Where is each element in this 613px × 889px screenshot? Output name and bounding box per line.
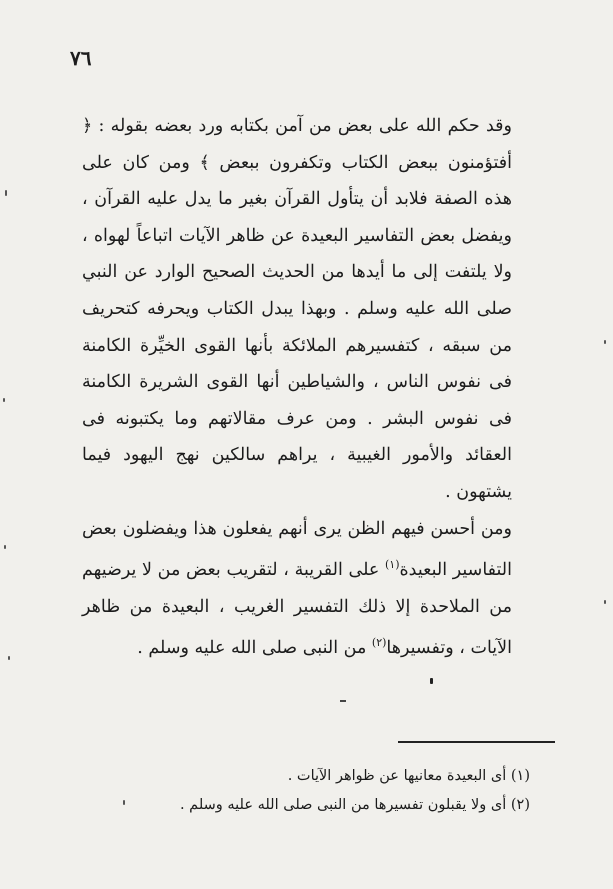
- ink-mark: [430, 678, 433, 684]
- scan-speck: [604, 340, 606, 344]
- paragraph: [82, 511, 512, 667]
- paragraph: وقد حكم الله على بعض من آمن بكتابه ورد بعضه بقوله : ﴿ أفتؤمنون ببعض الكتاب وتكفرون ببعض ﴾ ومن كان على هذه الصفة فلابد أن يتأول القرآن بغير ما يدل عليه القرآن ، ويفضل بعض التفاسير البعيدة عن ظاهر الآيات اتباعاً لهواه ، ولا يلتفت إلى ما أيدها من الحديث الصحيح الوارد عن النبي صلى الله عليه وسلم . وبهذا يبدل الكتاب ويحرفه كتحريف من سبقه ، كتفسيرهم الملائكة بأنها القوى الخيِّرة الكامنة فى نفوس الناس ، والشياطين أنها القوى الشريرة الكامنة فى نفوس البشر . ومن عرف مقالاتهم وما يكتبونه فى العقائد والأمور الغيبية ، يراهم سالكين نهج اليهود فيما يشتهون .: [82, 116, 512, 502]
- scan-speck: [123, 800, 125, 805]
- footnote-reference: (١): [385, 558, 400, 572]
- footnote-separator: [398, 741, 555, 743]
- paragraph-text: ومن أحسن فيهم الظن يرى أنهم يفعلون هذا ويفضلون بعض التفاسير البعيدة: [82, 518, 512, 580]
- scan-speck: [604, 600, 606, 604]
- scan-speck: [3, 398, 5, 402]
- ink-mark: [340, 700, 346, 702]
- paragraph-text: من النبى صلى الله عليه وسلم .: [137, 637, 367, 658]
- paragraph-text: على القريبة ، لتقريب بعض من لا يرضيهم من الملاحدة إلا ذلك التفسير الغريب ، البعيدة من ظاهر الآيات ، وتفسيرها: [82, 559, 512, 658]
- scan-speck: [5, 190, 7, 196]
- scan-speck: [8, 656, 10, 660]
- footnote-reference: (٢): [371, 636, 387, 650]
- footnotes: [179, 762, 530, 820]
- footnote: (٢) أى ولا يقبلون تفسيرها من النبى صلى الله عليه وسلم .: [179, 797, 530, 813]
- footnote: (١) أى البعيدة معانيها عن ظواهر الآيات .: [287, 768, 530, 784]
- main-text: [82, 108, 512, 667]
- page-number: ٧٦: [70, 46, 92, 70]
- scan-speck: [4, 545, 6, 549]
